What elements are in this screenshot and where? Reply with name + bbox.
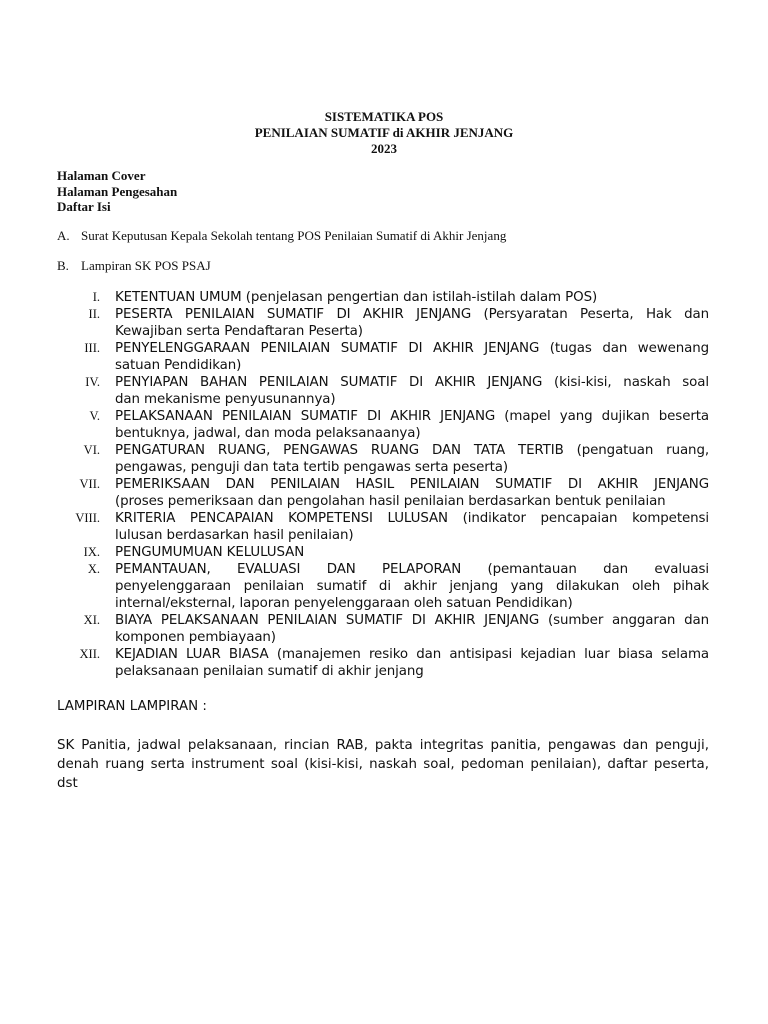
- list-item: [0, 442, 768, 476]
- list-item-line: Kewajiban serta Pendaftaran Peserta): [115, 324, 363, 339]
- list-item: [0, 306, 768, 340]
- front-matter-list: [57, 168, 177, 215]
- list-item-line: PENGATURAN RUANG, PENGAWAS RUANG DAN TATA TERTIB (pengatuan ruang,: [115, 443, 709, 458]
- list-item-number: IV.: [85, 375, 100, 389]
- list-item-number: VI.: [83, 443, 100, 457]
- section-a: [57, 228, 506, 244]
- list-item-number: IX.: [83, 545, 100, 559]
- list-item-line: PENYIAPAN BAHAN PENILAIAN SUMATIF DI AKHIR JENJANG (kisi-kisi, naskah soal: [115, 375, 709, 390]
- section-text: Lampiran SK POS PSAJ: [81, 258, 211, 273]
- list-item-line: lulusan berdasarkan hasil penilaian): [115, 528, 354, 543]
- section-b: [57, 258, 211, 274]
- list-item-line: dan mekanisme penyusunannya): [115, 392, 336, 407]
- list-item-line: PELAKSANAAN PENILAIAN SUMATIF DI AKHIR JENJANG (mapel yang dujikan beserta: [115, 409, 709, 424]
- list-item-text: [115, 476, 709, 510]
- list-item-number: XI.: [83, 613, 100, 627]
- list-item-line: komponen pembiayaan): [115, 630, 276, 645]
- lampiran-body: [57, 736, 709, 793]
- list-item: [0, 561, 768, 612]
- list-item-number: V.: [89, 409, 100, 423]
- front-matter-item: Daftar Isi: [57, 199, 111, 214]
- list-item-line: KEJADIAN LUAR BIASA (manajemen resiko dan antisipasi kejadian luar biasa selama: [115, 647, 709, 662]
- list-item-number: II.: [88, 307, 100, 321]
- list-item-line: PEMANTAUAN, EVALUASI DAN PELAPORAN (pemantauan dan evaluasi: [115, 562, 709, 577]
- title-line-3: 2023: [371, 141, 397, 156]
- list-item-line: KRITERIA PENCAPAIAN KOMPETENSI LULUSAN (indikator pencapaian kompetensi: [115, 511, 709, 526]
- list-item-line: bentuknya, jadwal, dan moda pelaksanaanya): [115, 426, 421, 441]
- list-item: [0, 289, 768, 306]
- lampiran-line: SK Panitia, jadwal pelaksanaan, rincian RAB, pakta integritas panitia, pengawas dan penguji,: [57, 738, 709, 753]
- list-item-text: [115, 306, 709, 340]
- list-item-line: PEMERIKSAAN DAN PENILAIAN HASIL PENILAIAN SUMATIF DI AKHIR JENJANG: [115, 477, 709, 492]
- document-title: [0, 109, 768, 157]
- list-item-number: VIII.: [75, 511, 100, 525]
- front-matter-item: Halaman Pengesahan: [57, 183, 178, 199]
- section-text: Surat Keputusan Kepala Sekolah tentang POS Penilaian Sumatif di Akhir Jenjang: [81, 228, 507, 243]
- list-item-text: [115, 408, 709, 442]
- lampiran-line: denah ruang serta instrument soal (kisi-kisi, naskah soal, pedoman penilaian), daftar peserta,: [57, 757, 709, 772]
- list-item-number: XII.: [79, 647, 100, 661]
- section-letter: A.: [57, 228, 70, 243]
- list-item-line: PESERTA PENILAIAN SUMATIF DI AKHIR JENJANG (Persyaratan Peserta, Hak dan: [115, 307, 709, 322]
- list-item: [0, 646, 768, 680]
- lampiran-line: dst: [57, 776, 78, 791]
- list-item-text: [115, 374, 709, 408]
- list-item-text: [115, 612, 709, 646]
- front-matter-item: Halaman Cover: [57, 168, 146, 183]
- list-item-line: PENGUMUMUAN KELULUSAN: [115, 545, 305, 560]
- list-item-text: [115, 561, 709, 612]
- list-item-text: [115, 544, 709, 561]
- list-item-line: pengawas, penguji dan tata tertib pengawas serta peserta): [115, 460, 509, 475]
- list-item-text: [115, 510, 709, 544]
- list-item: [0, 544, 768, 561]
- list-item-line: (proses pemeriksaan dan pengolahan hasil penilaian berdasarkan bentuk penilaian: [115, 494, 666, 509]
- title-line-2: PENILAIAN SUMATIF di AKHIR JENJANG: [254, 125, 514, 140]
- list-item: [0, 612, 768, 646]
- section-letter: B.: [57, 258, 69, 273]
- list-item-line: pelaksanaan penilaian sumatif di akhir jenjang: [115, 664, 424, 679]
- lampiran-heading: LAMPIRAN LAMPIRAN :: [57, 699, 207, 714]
- roman-numeral-list: [0, 289, 768, 680]
- list-item-text: [115, 646, 709, 680]
- list-item: [0, 476, 768, 510]
- list-item: [0, 510, 768, 544]
- list-item-line: penyelenggaraan penilaian sumatif di akhir jenjang yang dilakukan oleh pihak: [115, 579, 709, 594]
- list-item-number: III.: [84, 341, 100, 355]
- list-item: [0, 374, 768, 408]
- list-item-number: I.: [92, 290, 100, 304]
- list-item-line: BIAYA PELAKSANAAN PENILAIAN SUMATIF DI AKHIR JENJANG (sumber anggaran dan: [115, 613, 709, 628]
- list-item-number: VII.: [79, 477, 100, 491]
- list-item-text: [115, 340, 709, 374]
- list-item: [0, 340, 768, 374]
- list-item-number: X.: [87, 562, 100, 576]
- list-item-text: [115, 442, 709, 476]
- list-item-text: [115, 289, 709, 306]
- list-item-line: PENYELENGGARAAN PENILAIAN SUMATIF DI AKHIR JENJANG (tugas dan wewenang: [115, 341, 709, 356]
- list-item: [0, 408, 768, 442]
- list-item-line: internal/eksternal, laporan penyelenggaraan oleh satuan Pendidikan): [115, 596, 573, 611]
- list-item-line: satuan Pendidikan): [115, 358, 242, 373]
- list-item-line: KETENTUAN UMUM (penjelasan pengertian dan istilah-istilah dalam POS): [115, 290, 598, 305]
- title-line-1: SISTEMATIKA POS: [324, 109, 444, 124]
